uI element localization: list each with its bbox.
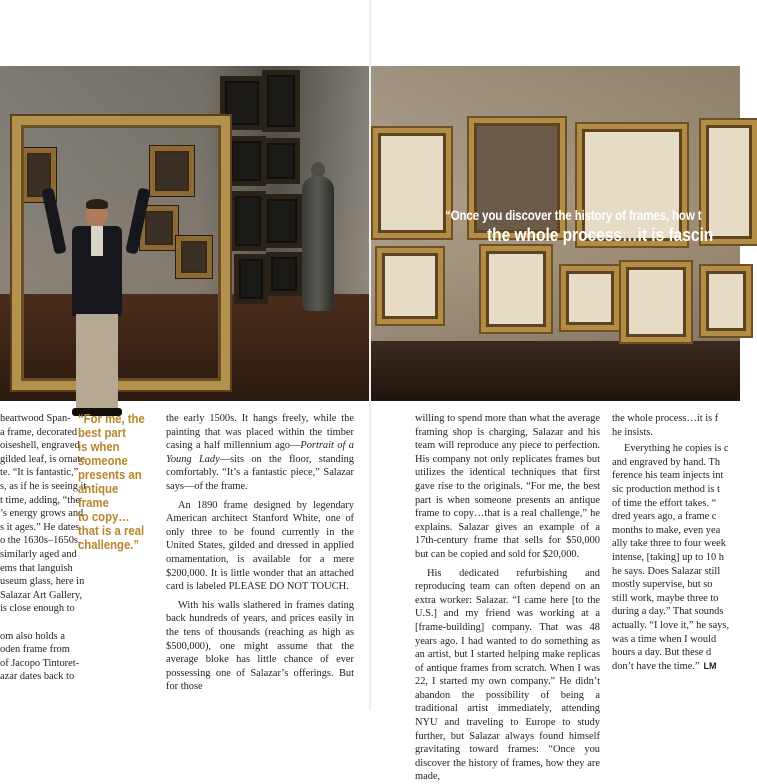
text-line: a frame, decorated: [0, 426, 78, 438]
paragraph: With his walls slathered in frames dating back hundreds of years, and prices easily in the tens of thousands (reaching as high as $500,000), one might assume that the average bloke has little chance of ever possessing one of Salazar’s offerings. But for those: [166, 599, 354, 693]
text-line: s, as if he is seeing it: [0, 480, 87, 492]
text-line: gilded leaf, is ornate: [0, 453, 85, 465]
hanging-frame: [266, 252, 302, 296]
text-line: mostly supervise, but so: [612, 579, 713, 591]
text-line: om also holds a: [0, 630, 65, 642]
quote-line: presents an: [78, 468, 142, 482]
article-column-4: [612, 412, 740, 702]
text-line: during a day.” That sounds: [612, 606, 724, 618]
text-line: oiseshell, engraved: [0, 440, 80, 452]
gilded-frame: [621, 262, 691, 342]
quote-line: “For me, the: [78, 412, 145, 426]
gilded-frame: [481, 246, 551, 332]
bronze-statue: [302, 176, 334, 311]
photo-pull-quote-line: the whole process…it is fascin: [487, 225, 714, 245]
side-pull-quote-text: [78, 412, 150, 552]
quote-line: antique frame: [78, 482, 119, 510]
hanging-frame: [262, 70, 300, 132]
hanging-frame: [262, 194, 302, 248]
gilded-frame: [561, 266, 619, 330]
paragraph: the early 1500s. It hangs freely, while the painting that was placed within the timber casing a half millennium ago—Portrait of a Young Lady—sits on the floor, standing comfortably. “It’s a fantastic piece,” Salazar says—of the frame.: [166, 413, 355, 492]
text-line: ’s energy grows and: [0, 508, 84, 520]
article-column-1: [0, 412, 87, 702]
painting-title: Portrait of a Young Lady: [166, 440, 354, 465]
article-column-2: [166, 412, 354, 702]
text-line: don’t have the time.” LM: [612, 660, 717, 672]
text-line: and engraved by hand. Th: [612, 456, 721, 468]
gilded-frame: [377, 248, 443, 324]
quote-line: someone: [78, 454, 128, 468]
text-line: azar dates back to: [0, 671, 75, 683]
text-line: ems that languish: [0, 562, 73, 574]
text-line: s it ages.” He dates: [0, 521, 80, 533]
text-line: oden frame from: [0, 644, 70, 656]
hanging-frame: [226, 136, 266, 186]
text-line: months to make, even yea: [612, 524, 721, 536]
text-line: ally take three to four week: [612, 538, 726, 550]
text-line: he insists.: [612, 426, 653, 438]
text-line: is close enough to: [0, 603, 75, 615]
text-line: he says. Does Salazar still: [612, 565, 721, 577]
text-line: was a time when I would: [612, 633, 717, 645]
paragraph: An 1890 frame designed by legendary American architect Stanford White, one of only three to be found currently in the United States, gilded and dressed in applied ornamentation, is available for a mere $200,000. It is little wonder that an attached card is labeled PLEASE DO NOT TOUCH.: [166, 499, 354, 593]
gilded-frame: [701, 266, 751, 336]
text-line: the whole process…it is f: [612, 413, 719, 424]
text-line: sic production method is t: [612, 483, 720, 495]
gilded-frame: [373, 128, 451, 238]
text-line: of Jacopo Tintoret-: [0, 657, 80, 669]
quote-line: that is a real: [78, 524, 145, 538]
man-holding-frame: [62, 194, 132, 420]
quote-line: to copy…: [78, 510, 130, 524]
photo-pull-quote: [445, 208, 740, 246]
text-line: t time, adding, “the: [0, 494, 80, 506]
gallery-floor: [371, 341, 740, 401]
text-line: Everything he copies is c: [624, 443, 729, 455]
text-line: actually. “I love it,” he says,: [612, 619, 730, 631]
paragraph: His dedicated refurbishing and reproducing team can often depend on an extra worker: Salazar. “I came here [to the U.S.] and my friend was working at a [frame-building] company. That was 48 years ago. I had wanted to do something as an artist, but I started helping make replicas of antique frames from scratch. When I was 22, I started my own company.” He didn’t abandon the possibility of being a traditional artist immediately, attending NYU and traveling to Europe to study further, but Salazar always found himself gravitating toward frames: “Once you discover the history of frames, how they are made,: [415, 567, 600, 783]
paragraph: willing to spend more than what the average framing shop is charging, Salazar and his team will reproduce any piece to perfection. His company not only replicates frames but utilizes the identical techniques that first gave rise to the originals. “For me, the best part is when someone presents an antique frame to copy…that is a real challenge,” he explains. Salazar gives an example of a 17th-century frame that sells for $50,000 but can be copied and sold for $20,000.: [415, 413, 600, 560]
text-line: of time the effort takes. “: [612, 497, 717, 509]
text-line: o the 1630s–1650s,: [0, 535, 81, 547]
text-line: similarly aged and: [0, 548, 77, 560]
text-line: still work, maybe three to: [612, 592, 719, 604]
hanging-frame: [230, 191, 266, 251]
text-line: hours a day. But these d: [612, 647, 712, 659]
photo-pull-quote-line: “Once you discover the history of frames, how t: [445, 208, 702, 223]
quote-line: best part: [78, 426, 126, 440]
text-line: Salazar Art Gallery,: [0, 589, 83, 601]
author-signoff: LM: [703, 660, 717, 671]
hanging-frame: [262, 138, 300, 184]
text-line: useum glass, here in: [0, 576, 85, 588]
article-column-3: [415, 412, 600, 783]
gallery-photo-left: [0, 66, 369, 401]
hanging-frame: [234, 254, 268, 304]
text-line: [0, 616, 68, 630]
text-line: dred years ago, a frame c: [612, 511, 717, 523]
text-line: heartwood Span-: [0, 413, 71, 424]
quote-line: is when: [78, 440, 120, 454]
text-line: ference his team injects int: [612, 470, 724, 482]
text-line: intense, [taking] up to 10 h: [612, 551, 724, 563]
text-line: te. “It is fantastic,”: [0, 467, 79, 479]
side-pull-quote: [78, 412, 158, 552]
quote-line: challenge.”: [78, 538, 140, 552]
